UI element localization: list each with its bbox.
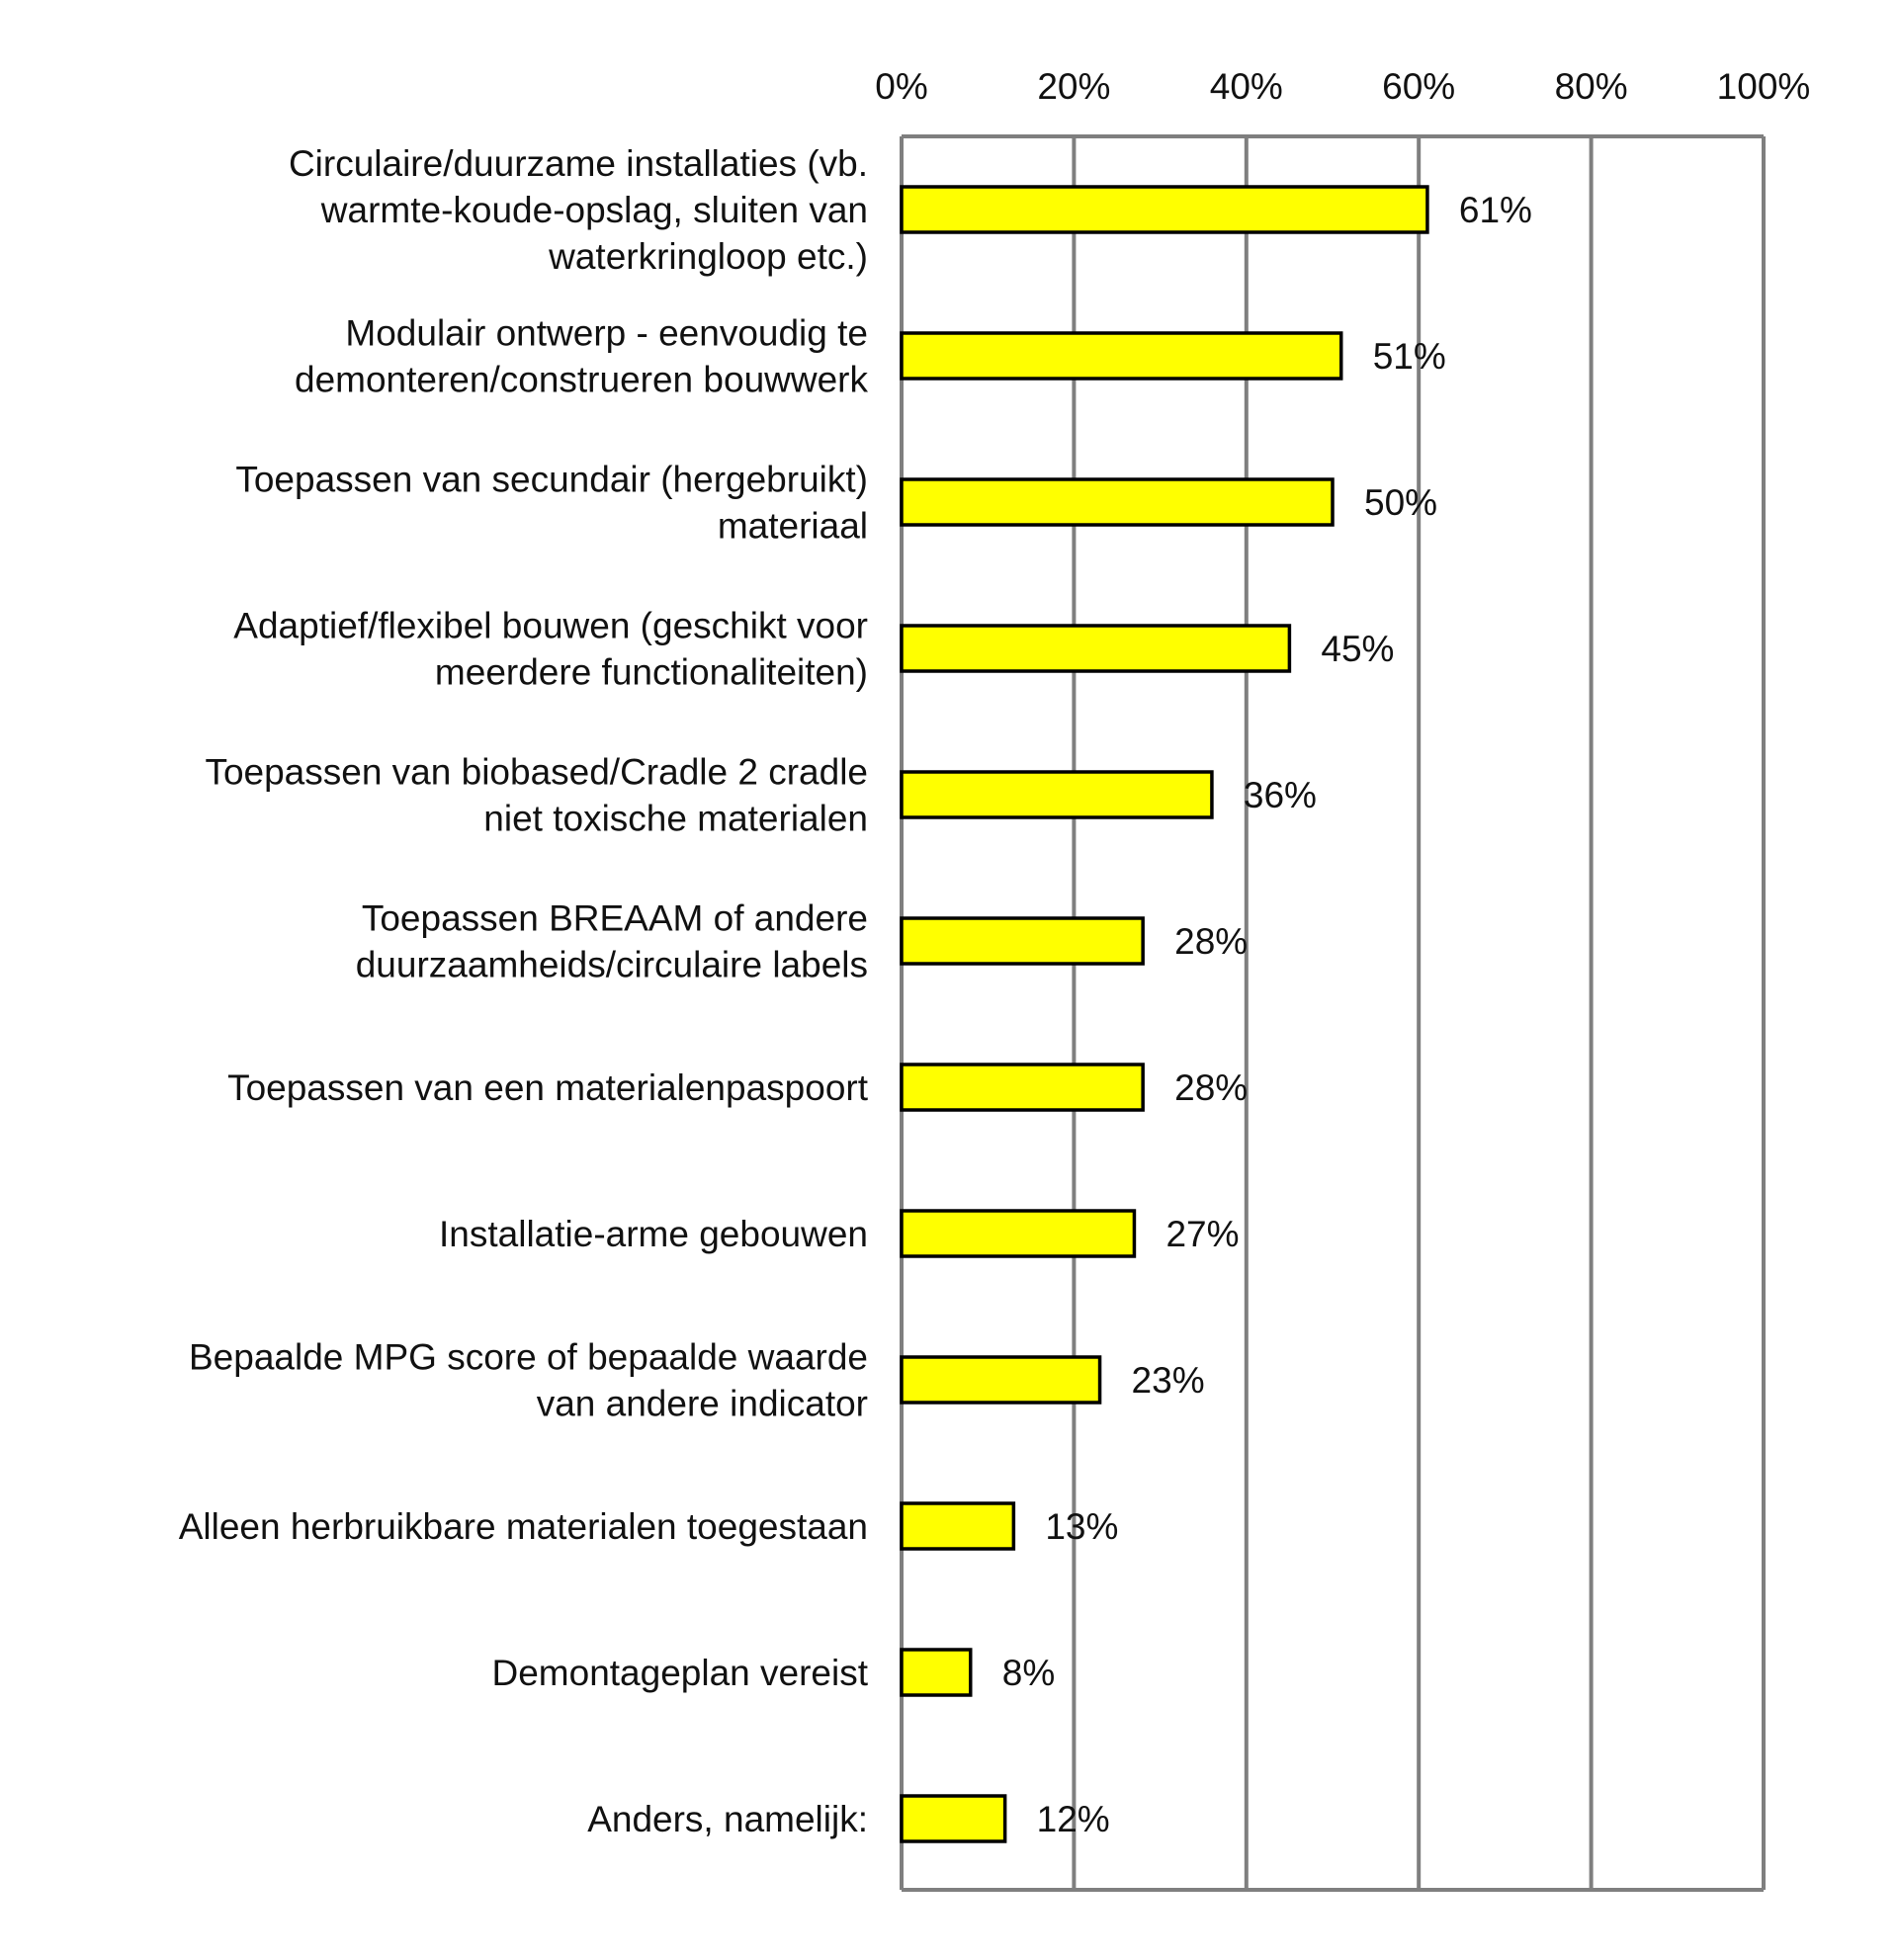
bar — [902, 1796, 1005, 1841]
category-label-line: demonteren/construeren bouwwerk — [295, 359, 868, 400]
bar — [902, 479, 1333, 525]
category-label-line: Toepassen van secundair (hergebruikt) — [235, 459, 868, 500]
bars — [902, 187, 1427, 1841]
x-tick-label: 60% — [1382, 66, 1456, 107]
value-label: 28% — [1174, 920, 1249, 962]
value-labels — [1002, 190, 1532, 1839]
category-label-line: meerdere functionaliteiten) — [434, 651, 868, 693]
category-label-line: duurzaamheids/circulaire labels — [355, 944, 868, 985]
gridlines — [902, 136, 1764, 1890]
category-label-line: Circulaire/duurzame installaties (vb. — [288, 142, 868, 184]
category-label-line: Toepassen BREAAM of andere — [361, 897, 868, 939]
value-label: 61% — [1458, 189, 1532, 230]
category-label-line: Anders, namelijk: — [587, 1798, 868, 1839]
category-label-line: Toepassen van een materialenpaspoort — [227, 1066, 868, 1108]
bar — [902, 187, 1427, 232]
x-tick-label: 0% — [875, 66, 928, 107]
bar — [902, 333, 1341, 379]
category-label — [492, 1653, 869, 1693]
category-label — [233, 605, 868, 692]
x-tick-label: 100% — [1716, 66, 1811, 107]
value-label: 36% — [1243, 774, 1317, 815]
value-label: 45% — [1321, 628, 1395, 669]
category-label — [205, 751, 868, 838]
category-label-line: Adaptief/flexibel bouwen (geschikt voor — [233, 605, 868, 646]
category-label — [179, 1506, 868, 1547]
bar — [902, 1503, 1013, 1549]
value-label: 8% — [1001, 1652, 1056, 1693]
x-axis-ticks — [875, 66, 1810, 107]
category-label — [356, 897, 868, 984]
category-label-line: Installatie-arme gebouwen — [439, 1213, 868, 1254]
category-label-line: Toepassen van biobased/Cradle 2 cradle — [205, 751, 868, 793]
category-label — [189, 1336, 868, 1423]
category-label — [235, 459, 868, 546]
category-label-line: materiaal — [717, 505, 868, 547]
bar — [902, 626, 1289, 671]
bar — [902, 1211, 1134, 1256]
bar — [902, 1650, 971, 1695]
category-labels — [179, 143, 869, 1839]
value-label: 12% — [1036, 1798, 1110, 1839]
category-label-line: niet toxische materialen — [483, 798, 868, 839]
category-label — [227, 1067, 869, 1108]
value-label: 13% — [1045, 1505, 1119, 1547]
bar — [902, 918, 1143, 964]
category-label — [289, 143, 868, 277]
category-label-line: Bepaalde MPG score of bepaalde waarde — [189, 1336, 868, 1378]
value-label: 27% — [1165, 1213, 1240, 1254]
value-label: 28% — [1174, 1066, 1249, 1108]
x-tick-label: 80% — [1554, 66, 1628, 107]
category-label-line: Alleen herbruikbare materialen toegestaan — [178, 1505, 868, 1547]
category-label — [439, 1214, 868, 1254]
value-label: 23% — [1131, 1359, 1205, 1401]
bar — [902, 772, 1212, 817]
category-label-line: waterkringloop etc.) — [549, 235, 868, 277]
category-label — [587, 1799, 868, 1839]
category-label-line: warmte-koude-opslag, sluiten van — [320, 189, 868, 230]
x-tick-label: 20% — [1037, 66, 1111, 107]
value-label: 51% — [1372, 335, 1446, 377]
category-label — [295, 312, 868, 399]
category-label-line: Modulair ontwerp - eenvoudig te — [345, 312, 868, 354]
bar — [902, 1065, 1143, 1110]
category-label-line: van andere indicator — [536, 1383, 868, 1424]
value-label: 50% — [1364, 481, 1438, 523]
x-tick-label: 40% — [1209, 66, 1283, 107]
category-label-line: Demontageplan vereist — [491, 1652, 868, 1693]
bar — [902, 1357, 1100, 1403]
